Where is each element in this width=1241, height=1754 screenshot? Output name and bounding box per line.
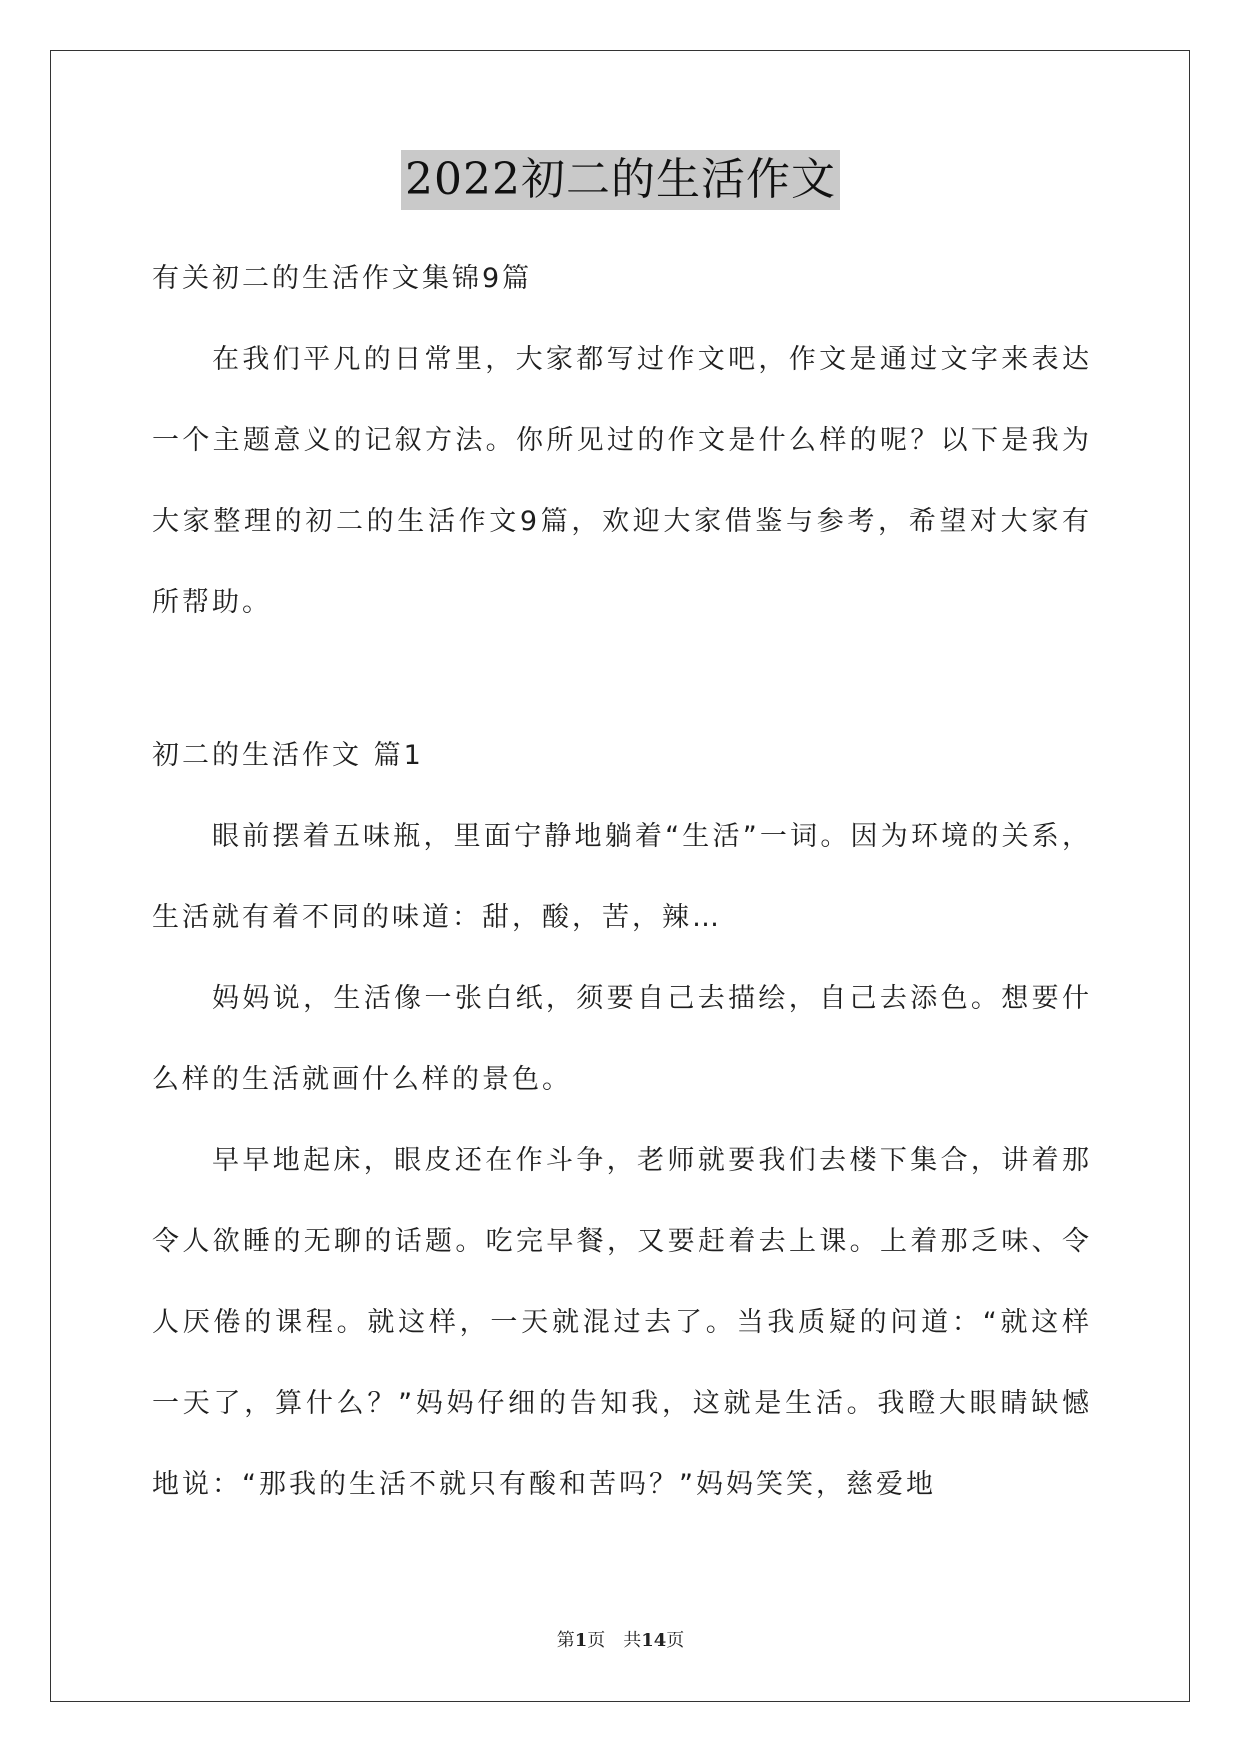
document-body (152, 238, 1092, 1525)
footer-page-mid: 页 共 (587, 1630, 642, 1651)
document-title: 2022初二的生活作文 (401, 150, 840, 210)
body-paragraph: 眼前摆着五味瓶，里面宁静地躺着“生活”一词。因为环境的关系，生活就有着不同的味道：甜，酸，苦，辣… (152, 821, 1092, 933)
footer-page-current: 1 (574, 1630, 588, 1651)
document-subtitle: 有关初二的生活作文集锦9篇 (152, 263, 533, 294)
footer-page-total: 14 (641, 1630, 667, 1651)
footer-page-suffix: 页 (666, 1630, 685, 1651)
page-footer (0, 1626, 1241, 1652)
title-container (0, 150, 1241, 210)
section-spacer (152, 643, 1092, 715)
footer-page-prefix: 第 (556, 1630, 575, 1651)
section-heading: 初二的生活作文 篇1 (152, 740, 424, 771)
body-paragraph: 妈妈说，生活像一张白纸，须要自己去描绘，自己去添色。想要什么样的生活就画什么样的景色。 (152, 983, 1092, 1095)
intro-paragraph: 在我们平凡的日常里，大家都写过作文吧，作文是通过文字来表达一个主题意义的记叙方法。你所见过的作文是什么样的呢？以下是我为大家整理的初二的生活作文9篇，欢迎大家借鉴与参考，希望对大家有所帮助。 (152, 344, 1092, 618)
body-paragraph: 早早地起床，眼皮还在作斗争，老师就要我们去楼下集合，讲着那令人欲睡的无聊的话题。吃完早餐，又要赶着去上课。上着那乏味、令人厌倦的课程。就这样，一天就混过去了。当我质疑的问道：“就这样一天了，算什么？”妈妈仔细的告知我，这就是生活。我瞪大眼睛缺憾地说：“那我的生活不就只有酸和苦吗？”妈妈笑笑，慈爱地 (152, 1145, 1092, 1500)
